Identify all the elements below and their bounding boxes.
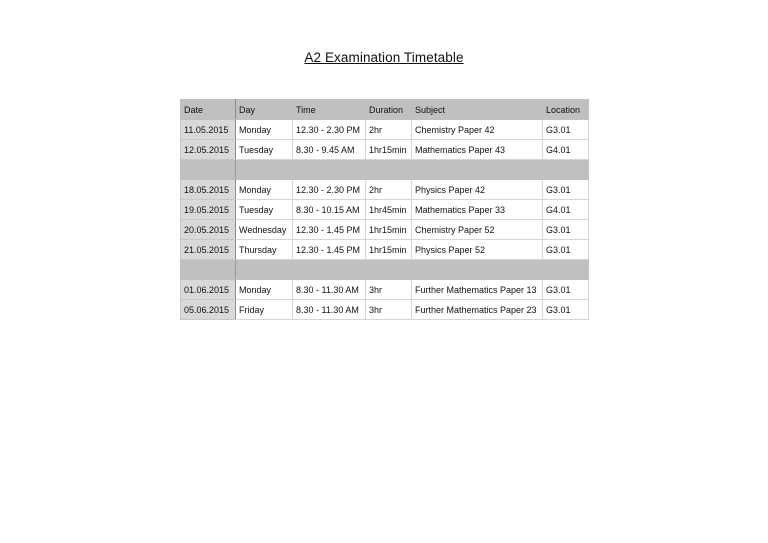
column-header-time: Time: [293, 100, 366, 120]
separator-cell: [236, 260, 589, 280]
cell-location: G4.01: [543, 200, 589, 220]
cell-subject: Further Mathematics Paper 23: [412, 300, 543, 320]
cell-subject: Physics Paper 42: [412, 180, 543, 200]
separator-cell: [236, 160, 589, 180]
cell-subject: Chemistry Paper 52: [412, 220, 543, 240]
cell-day: Tuesday: [236, 140, 293, 160]
cell-date: 01.06.2015: [181, 280, 236, 300]
cell-duration: 3hr: [366, 300, 412, 320]
cell-location: G3.01: [543, 280, 589, 300]
table-row: [181, 180, 589, 200]
cell-duration: 1hr45min: [366, 200, 412, 220]
cell-date: 18.05.2015: [181, 180, 236, 200]
cell-time: 12.30 - 1.45 PM: [293, 240, 366, 260]
table-row: [181, 240, 589, 260]
cell-time: 8.30 - 10.15 AM: [293, 200, 366, 220]
cell-subject: Mathematics Paper 33: [412, 200, 543, 220]
cell-subject: Mathematics Paper 43: [412, 140, 543, 160]
week-separator-row: [181, 160, 589, 180]
cell-date: 19.05.2015: [181, 200, 236, 220]
cell-subject: Physics Paper 52: [412, 240, 543, 260]
cell-duration: 1hr15min: [366, 220, 412, 240]
cell-duration: 3hr: [366, 280, 412, 300]
cell-date: 21.05.2015: [181, 240, 236, 260]
cell-location: G4.01: [543, 140, 589, 160]
cell-day: Wednesday: [236, 220, 293, 240]
table-row: [181, 300, 589, 320]
column-header-location: Location: [543, 100, 589, 120]
cell-date: 11.05.2015: [181, 120, 236, 140]
cell-day: Tuesday: [236, 200, 293, 220]
column-header-date: Date: [181, 100, 236, 120]
cell-location: G3.01: [543, 300, 589, 320]
table-header-row: [181, 100, 589, 120]
cell-location: G3.01: [543, 180, 589, 200]
cell-day: Thursday: [236, 240, 293, 260]
cell-duration: 2hr: [366, 180, 412, 200]
cell-duration: 1hr15min: [366, 140, 412, 160]
column-header-day: Day: [236, 100, 293, 120]
cell-time: 8.30 - 9.45 AM: [293, 140, 366, 160]
week-separator-row: [181, 260, 589, 280]
cell-date: 12.05.2015: [181, 140, 236, 160]
cell-location: G3.01: [543, 240, 589, 260]
separator-cell: [181, 260, 236, 280]
document-title: A2 Examination Timetable: [304, 50, 464, 65]
table-row: [181, 200, 589, 220]
cell-location: G3.01: [543, 220, 589, 240]
table-row: [181, 140, 589, 160]
cell-day: Monday: [236, 280, 293, 300]
cell-subject: Further Mathematics Paper 13: [412, 280, 543, 300]
table-row: [181, 120, 589, 140]
cell-day: Friday: [236, 300, 293, 320]
cell-time: 8.30 - 11.30 AM: [293, 300, 366, 320]
table-row: [181, 280, 589, 300]
cell-day: Monday: [236, 120, 293, 140]
separator-cell: [181, 160, 236, 180]
cell-day: Monday: [236, 180, 293, 200]
table-body: [181, 120, 589, 320]
cell-time: 12.30 - 2.30 PM: [293, 120, 366, 140]
cell-location: G3.01: [543, 120, 589, 140]
cell-date: 20.05.2015: [181, 220, 236, 240]
exam-timetable: [180, 99, 589, 320]
cell-duration: 1hr15min: [366, 240, 412, 260]
cell-time: 12.30 - 2.30 PM: [293, 180, 366, 200]
cell-date: 05.06.2015: [181, 300, 236, 320]
table-row: [181, 220, 589, 240]
cell-time: 12.30 - 1.45 PM: [293, 220, 366, 240]
cell-duration: 2hr: [366, 120, 412, 140]
column-header-subject: Subject: [412, 100, 543, 120]
cell-subject: Chemistry Paper 42: [412, 120, 543, 140]
cell-time: 8.30 - 11.30 AM: [293, 280, 366, 300]
column-header-duration: Duration: [366, 100, 412, 120]
